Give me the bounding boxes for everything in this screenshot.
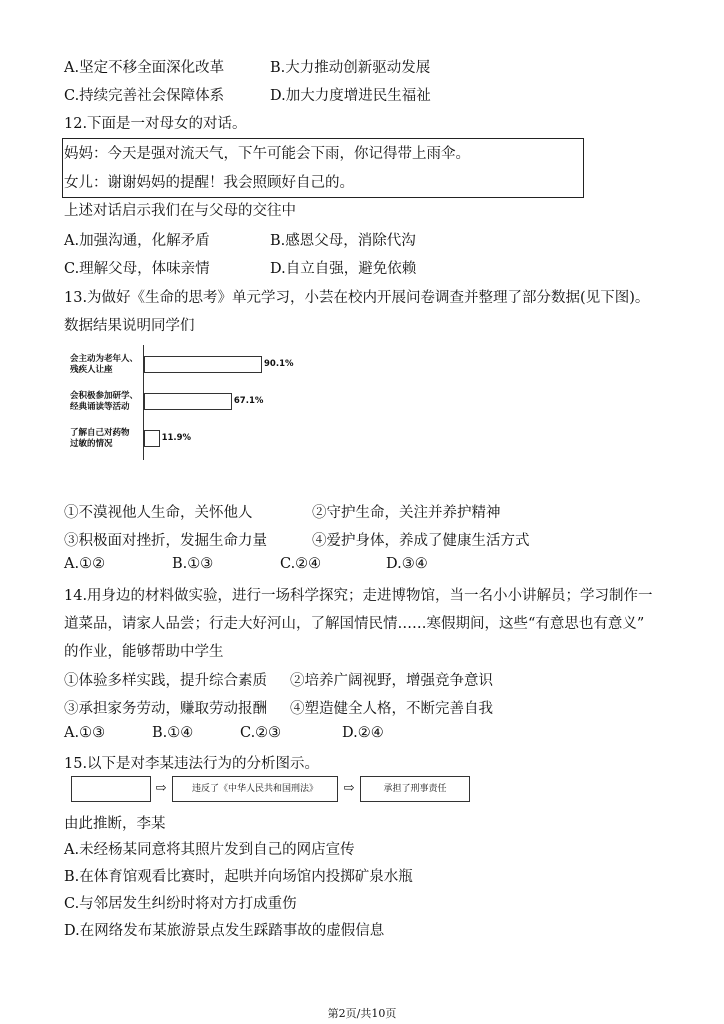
q14-option-c: C.②③: [240, 725, 282, 741]
q12-question: 上述对话启示我们在与父母的交往中: [64, 203, 296, 219]
chart-category-label: [70, 354, 138, 376]
q15-option-c: C.与邻居发生纠纷时将对方打成重伤: [64, 896, 297, 912]
q14-statement-1: ①体验多样实践，提升综合素质: [64, 673, 267, 689]
q14-option-d: D.②④: [342, 725, 384, 741]
q12-option-d: D.自立自强，避免依赖: [270, 261, 417, 277]
q12-stem: 12.下面是一对母女的对话。: [64, 116, 247, 132]
q14-stem-3: 的作业，能够帮助中学生: [64, 644, 224, 660]
q14-option-b: B.①④: [152, 725, 194, 741]
q13-stem-1: 13.为做好《生命的思考》单元学习，小芸在校内开展问卷调查并整理了部分数据(见下图)。: [64, 290, 650, 306]
q12-option-a: A.加强沟通，化解矛盾: [64, 233, 210, 249]
q14-statement-4: ④塑造健全人格，不断完善自我: [290, 701, 493, 717]
q14-statement-3: ③承担家务劳动，赚取劳动报酬: [64, 701, 267, 717]
q13-stem-2: 数据结果说明同学们: [64, 318, 195, 334]
q13-option-a: A.①②: [64, 556, 106, 572]
flow-arrow-icon: ⇨: [343, 781, 355, 796]
q11-option-a: A.坚定不移全面深化改革: [64, 60, 225, 76]
q15-option-a: A.未经杨某同意将其照片发到自己的网店宣传: [64, 842, 355, 858]
chart-value-label: 90.1%: [264, 359, 294, 369]
chart-category-line: 了解自己对药物: [70, 428, 130, 438]
chart-category-line: 残疾人让座: [70, 365, 113, 375]
q15-option-d: D.在网络发布某旅游景点发生踩踏事故的虚假信息: [64, 923, 385, 939]
q14-option-a: A.①③: [64, 725, 106, 741]
chart-bar: [144, 430, 160, 447]
q13-option-b: B.①③: [172, 556, 214, 572]
q14-stem-2: 道菜品，请家人品尝；行走大好河山，了解国情民情……寒假期间，这些“有意思也有意义”: [64, 616, 645, 632]
q14-stem-1: 14.用身边的材料做实验，进行一场科学探究；走进博物馆，当一名小小讲解员；学习制作一: [64, 588, 653, 604]
flow-box-liability: 承担了刑事责任: [360, 776, 470, 802]
chart-category-line: 经典诵读等活动: [70, 402, 130, 412]
chart-category-label: [70, 428, 130, 450]
chart-category-line: 会主动为老年人、: [70, 354, 139, 364]
page-footer: 第2页/共10页: [327, 1007, 397, 1020]
survey-bar-chart: [64, 345, 324, 460]
dialog-daughter: 女儿：谢谢妈妈的提醒！我会照顾好自己的。: [64, 175, 354, 191]
flow-arrow-icon: ⇨: [155, 781, 167, 796]
q13-statement-3: ③积极面对挫折，发掘生命力量: [64, 533, 267, 549]
q12-option-c: C.理解父母，体味亲情: [64, 261, 210, 277]
flow-box-blank: [71, 776, 151, 802]
dialog-mother: 妈妈：今天是强对流天气，下午可能会下雨，你记得带上雨伞。: [64, 146, 470, 162]
chart-value-label: 67.1%: [233, 396, 264, 406]
q13-option-c: C.②④: [280, 556, 322, 572]
q15-stem: 15.以下是对李某违法行为的分析图示。: [64, 756, 320, 772]
q11-option-b: B.大力推动创新驱动发展: [270, 60, 431, 76]
q15-question: 由此推断，李某: [64, 816, 166, 832]
chart-value-label: 11.9%: [161, 433, 192, 443]
flow-box-law: 违反了《中华人民共和国刑法》: [172, 776, 338, 802]
q13-option-d: D.③④: [386, 556, 428, 572]
chart-bar: [144, 356, 262, 373]
chart-bar: [144, 393, 232, 410]
q12-option-b: B.感恩父母，消除代沟: [270, 233, 416, 249]
chart-category-line: 过敏的情况: [70, 439, 113, 449]
q13-statement-2: ②守护生命，关注并养护精神: [312, 505, 501, 521]
q13-statement-4: ④爱护身体，养成了健康生活方式: [312, 533, 530, 549]
q14-statement-2: ②培养广阔视野，增强竞争意识: [290, 673, 493, 689]
q15-option-b: B.在体育馆观看比赛时，起哄并向场馆内投掷矿泉水瓶: [64, 869, 413, 885]
q13-statement-1: ①不漠视他人生命，关怀他人: [64, 505, 253, 521]
q11-option-d: D.加大力度增进民生福祉: [270, 88, 431, 104]
chart-category-label: [70, 391, 138, 413]
chart-category-line: 会积极参加研学、: [70, 391, 139, 401]
q11-option-c: C.持续完善社会保障体系: [64, 88, 225, 104]
